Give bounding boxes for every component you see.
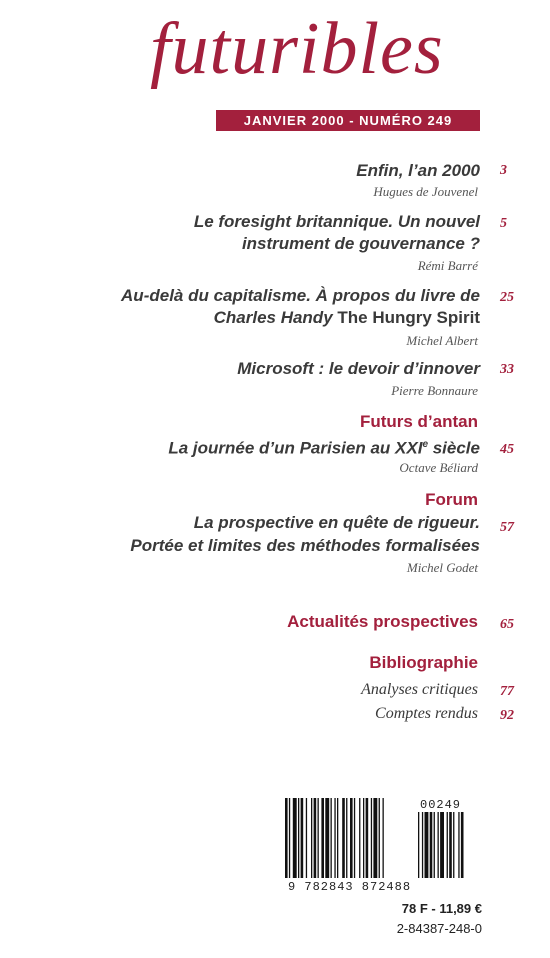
article-title: Microsoft : le devoir d’innover xyxy=(237,359,480,378)
barcode-addon-bar xyxy=(425,812,429,878)
price: 78 F - 11,89 € xyxy=(401,901,482,916)
barcode-bar xyxy=(346,798,347,878)
barcode-bar xyxy=(331,798,332,878)
article-title-part: siècle xyxy=(428,438,480,458)
barcode-bar xyxy=(342,798,345,878)
barcode-bar xyxy=(318,798,319,878)
page-number: 3 xyxy=(500,163,507,178)
page-number: 25 xyxy=(500,290,514,305)
barcode-bar xyxy=(379,798,380,878)
article-author: Rémi Barré xyxy=(417,258,478,273)
article-author: Pierre Bonnaure xyxy=(391,383,478,398)
barcode-bar xyxy=(293,798,297,878)
barcode-addon-bar xyxy=(440,812,444,878)
barcode-bar xyxy=(366,798,369,878)
article-title-line: La prospective en quête de rigueur. xyxy=(193,513,480,532)
page-number: 57 xyxy=(500,520,514,535)
page-number: 5 xyxy=(500,216,507,231)
list-item: Comptes rendus xyxy=(375,705,478,722)
barcode-bar xyxy=(289,798,290,878)
barcode-bar xyxy=(334,798,335,878)
page-number: 77 xyxy=(500,684,514,699)
book-title: The Hungry Spirit xyxy=(337,308,480,327)
article-title: Enfin, l’an 2000 xyxy=(356,161,480,180)
article-title-part: Charles Handy xyxy=(213,308,338,327)
barcode-bar xyxy=(285,798,288,878)
superscript: e xyxy=(422,439,428,450)
page-number: 33 xyxy=(500,362,514,377)
page-number: 92 xyxy=(500,708,514,723)
barcode-bar xyxy=(383,798,384,878)
barcode xyxy=(285,798,485,880)
barcode-bar xyxy=(354,798,355,878)
barcode-number: 9 782843 872488 xyxy=(288,880,412,894)
barcode-addon-bar xyxy=(438,812,439,878)
article-title-line: Portée et limites des méthodes formalisées xyxy=(130,536,480,555)
barcode-addon-bar xyxy=(458,812,459,878)
barcode-addon-bar xyxy=(453,812,454,878)
list-item: Analyses critiques xyxy=(361,681,478,698)
barcode-bar xyxy=(321,798,324,878)
masthead-title: futuribles xyxy=(150,8,444,90)
article-title-line xyxy=(214,307,480,329)
barcode-addon-bar xyxy=(449,812,452,878)
barcode-bar xyxy=(373,798,377,878)
barcode-addon-bar xyxy=(434,812,435,878)
barcode-bar xyxy=(325,798,329,878)
article-author: Michel Albert xyxy=(406,333,478,348)
article-author: Hugues de Jouvenel xyxy=(373,184,478,199)
article-title-line: Au-delà du capitalisme. À propos du livre de xyxy=(121,286,480,305)
section-heading: Actualités prospectives xyxy=(287,612,478,631)
section-heading: Bibliographie xyxy=(369,653,478,672)
article-author: Michel Godet xyxy=(406,560,478,575)
barcode-bar xyxy=(371,798,372,878)
issue-banner: JANVIER 2000 - NUMÉRO 249 xyxy=(216,110,480,131)
article-author: Octave Béliard xyxy=(399,460,478,475)
isbn: 2-84387-248-0 xyxy=(396,921,482,936)
section-heading: Forum xyxy=(425,490,478,509)
article-title-line: Le foresight britannique. Un nouvel xyxy=(193,212,480,231)
barcode-bar xyxy=(306,798,307,878)
barcode-addon-bar xyxy=(430,812,433,878)
barcode-bar xyxy=(311,798,312,878)
page-number: 45 xyxy=(500,442,514,457)
barcode-addon-bar xyxy=(447,812,448,878)
barcode-bar xyxy=(314,798,317,878)
article-title xyxy=(168,434,480,460)
barcode-bar xyxy=(298,798,299,878)
barcode-addon-bar xyxy=(422,812,423,878)
barcode-addon-bar xyxy=(418,812,419,878)
barcode-addon-number: 00249 xyxy=(420,798,462,812)
barcode-bar xyxy=(359,798,360,878)
page-number: 65 xyxy=(500,617,514,632)
barcode-bar xyxy=(301,798,304,878)
barcode-bar xyxy=(337,798,338,878)
barcode-bar xyxy=(363,798,364,878)
barcode-graphic xyxy=(285,798,485,880)
article-title-part: La journée d’un Parisien au XXI xyxy=(168,438,423,458)
barcode-addon-bar xyxy=(461,812,464,878)
section-heading: Futurs d’antan xyxy=(359,412,478,431)
article-title-line: instrument de gouvernance ? xyxy=(241,234,480,253)
barcode-bar xyxy=(350,798,353,878)
